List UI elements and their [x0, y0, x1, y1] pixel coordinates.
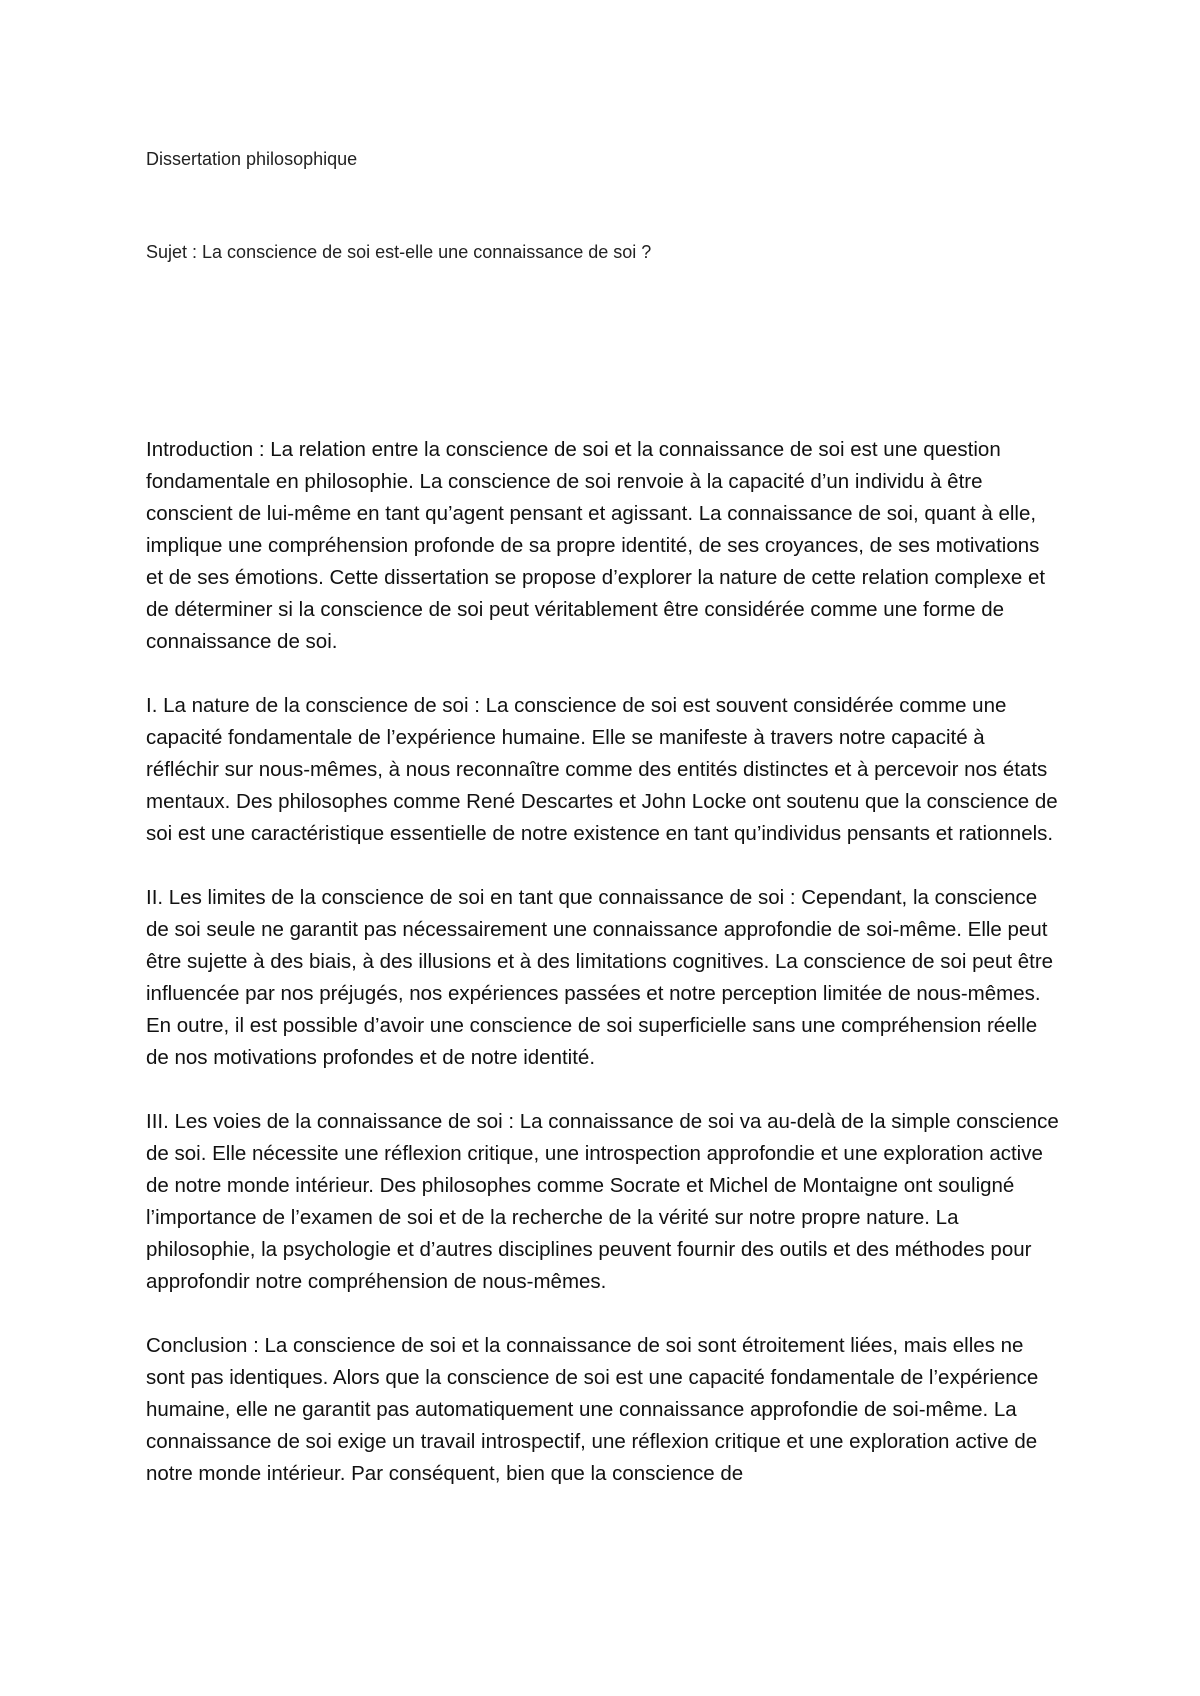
paragraph-part-2: II. Les limites de la conscience de soi en tant que connaissance de soi : Cependant, la conscience de soi seule ne garantit pas nécessairement une connaissance approfondie de soi-même. Elle peut être sujette à des biais, à des illusions et à des limitations cognitives. La conscience de soi peut être influencée par nos préjugés, nos expériences passées et notre perception limitée de nous-mêmes. En outre, il est possible d’avoir une conscience de soi superficielle sans une compréhension réelle de nos motivations profondes et de notre identité.: [146, 886, 1054, 1069]
paragraph-part-3: III. Les voies de la connaissance de soi : La connaissance de soi va au-delà de la simple conscience de soi. Elle nécessite une réflexion critique, une introspection approfondie et une exploration active de notre monde intérieur. Des philosophes comme Socrate et Michel de Montaigne ont souligné l’importance de l’examen de soi et de la recherche de la vérité sur notre propre nature. La philosophie, la psychologie et d’autres disciplines peuvent fournir des outils et des méthodes pour approfondir notre compréhension de nous-mêmes.: [146, 1110, 1059, 1293]
document-title: Dissertation philosophique: [146, 149, 358, 169]
document-subject: Sujet : La conscience de soi est-elle une connaissance de soi ?: [146, 242, 652, 262]
document-body: [146, 434, 1061, 1522]
paragraph-part-1: I. La nature de la conscience de soi : La conscience de soi est souvent considérée comme une capacité fondamentale de l’expérience humaine. Elle se manifeste à travers notre capacité à réfléchir sur nous-mêmes, à nous reconnaître comme des entités distinctes et à percevoir nos états mentaux. Des philosophes comme René Descartes et John Locke ont soutenu que la conscience de soi est une caractéristique essentielle de notre existence en tant qu’individus pensants et rationnels.: [146, 694, 1058, 845]
paragraph-conclusion: Conclusion : La conscience de soi et la connaissance de soi sont étroitement liées, mais elles ne sont pas identiques. Alors que la conscience de soi est une capacité fondamentale de l’expérience humaine, elle ne garantit pas automatiquement une connaissance approfondie de soi-même. La connaissance de soi exige un travail introspectif, une réflexion critique et une exploration active de notre monde intérieur. Par conséquent, bien que la conscience de: [146, 1334, 1039, 1485]
paragraph-introduction: Introduction : La relation entre la conscience de soi et la connaissance de soi est une question fondamentale en philosophie. La conscience de soi renvoie à la capacité d’un individu à être conscient de lui-même en tant qu’agent pensant et agissant. La connaissance de soi, quant à elle, implique une compréhension profonde de sa propre identité, de ses croyances, de ses motivations et de ses émotions. Cette dissertation se propose d’explorer la nature de cette relation complexe et de déterminer si la conscience de soi peut véritablement être considérée comme une forme de connaissance de soi.: [146, 438, 1046, 653]
